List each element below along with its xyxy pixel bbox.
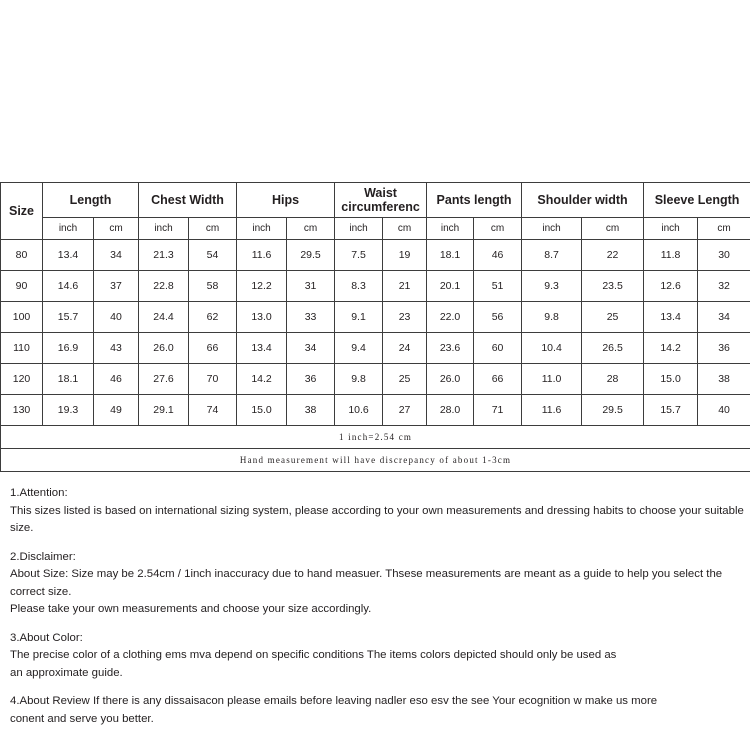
- cell-value: 32: [698, 271, 750, 302]
- inch-cm-conversion-note: 1 inch=2.54 cm: [1, 426, 750, 449]
- cell-value: 62: [189, 302, 237, 333]
- cell-value: 26.0: [139, 333, 189, 364]
- cell-value: 22.0: [427, 302, 474, 333]
- unit-cell: cm: [474, 218, 522, 240]
- cell-value: 29.5: [287, 240, 335, 271]
- color-body-line-1: The precise color of a clothing ems mva depend on specific conditions The items colors depicted should only be used as: [10, 649, 617, 661]
- review-body-line-1: 4.About Review If there is any dissaisacon please emails before leaving nadler eso esv the see Your ecognition w make us more: [10, 695, 658, 707]
- cell-value: 10.4: [522, 333, 582, 364]
- cell-value: 14.2: [237, 364, 287, 395]
- cell-value: 66: [474, 364, 522, 395]
- cell-size: 100: [1, 302, 43, 333]
- cell-value: 9.4: [335, 333, 383, 364]
- attention-body: This sizes listed is based on international sizing system, please according to your own measurements and dressing habits to choose your suitable size.: [10, 504, 744, 534]
- cell-value: 19: [383, 240, 427, 271]
- cell-value: 34: [698, 302, 750, 333]
- table-row: [1, 240, 750, 271]
- cell-value: 70: [189, 364, 237, 395]
- cell-value: 30: [698, 240, 750, 271]
- unit-cell: cm: [383, 218, 427, 240]
- cell-value: 28.0: [427, 395, 474, 426]
- cell-value: 26.0: [427, 364, 474, 395]
- measurement-note-row: [1, 449, 750, 472]
- hand-measurement-note: Hand measurement will have discrepancy of about 1-3cm: [1, 449, 750, 472]
- cell-value: 24: [383, 333, 427, 364]
- unit-cell: inch: [644, 218, 698, 240]
- header-shoulder-width: Shoulder width: [522, 183, 644, 218]
- cell-value: 28: [582, 364, 644, 395]
- cell-value: 56: [474, 302, 522, 333]
- cell-value: 25: [383, 364, 427, 395]
- unit-cell: inch: [237, 218, 287, 240]
- attention-title: 1.Attention:: [10, 487, 68, 499]
- cell-value: 40: [698, 395, 750, 426]
- cell-value: 29.5: [582, 395, 644, 426]
- table-row: [1, 333, 750, 364]
- color-title: 3.About Color:: [10, 631, 83, 644]
- notes-section: [10, 485, 745, 728]
- unit-cell: cm: [189, 218, 237, 240]
- cell-value: 24.4: [139, 302, 189, 333]
- cell-value: 40: [94, 302, 139, 333]
- cell-value: 16.9: [43, 333, 94, 364]
- cell-value: 13.4: [644, 302, 698, 333]
- cell-value: 15.7: [43, 302, 94, 333]
- cell-value: 71: [474, 395, 522, 426]
- cell-value: 11.0: [522, 364, 582, 395]
- cell-value: 26.5: [582, 333, 644, 364]
- cell-value: 66: [189, 333, 237, 364]
- cell-value: 36: [287, 364, 335, 395]
- cell-size: 80: [1, 240, 43, 271]
- cell-value: 27: [383, 395, 427, 426]
- unit-cell: inch: [522, 218, 582, 240]
- unit-cell: cm: [582, 218, 644, 240]
- cell-value: 27.6: [139, 364, 189, 395]
- spacer: [10, 682, 745, 693]
- disclaimer-body-line-1: About Size: Size may be 2.54cm / 1inch inaccuracy due to hand measuer. Thsese measurements are meant as a guide to help you select the correct size.: [10, 568, 723, 598]
- review-body-line-2: conent and serve you better.: [10, 712, 154, 725]
- cell-value: 11.8: [644, 240, 698, 271]
- cell-value: 74: [189, 395, 237, 426]
- cell-size: 120: [1, 364, 43, 395]
- cell-value: 14.2: [644, 333, 698, 364]
- disclaimer-title: 2.Disclaimer:: [10, 550, 76, 563]
- cell-value: 58: [189, 271, 237, 302]
- unit-cell: inch: [335, 218, 383, 240]
- table-row: [1, 364, 750, 395]
- cell-value: 9.8: [522, 302, 582, 333]
- cell-value: 9.3: [522, 271, 582, 302]
- cell-value: 51: [474, 271, 522, 302]
- cell-value: 22: [582, 240, 644, 271]
- header-waist-circumference: Waist circumferenc: [335, 183, 427, 218]
- header-size: Size: [1, 183, 43, 240]
- cell-value: 11.6: [522, 395, 582, 426]
- table-row: [1, 302, 750, 333]
- cell-value: 34: [94, 240, 139, 271]
- cell-value: 54: [189, 240, 237, 271]
- cell-value: 20.1: [427, 271, 474, 302]
- cell-value: 38: [698, 364, 750, 395]
- cell-value: 7.5: [335, 240, 383, 271]
- cell-value: 15.7: [644, 395, 698, 426]
- header-chest-width: Chest Width: [139, 183, 237, 218]
- cell-value: 31: [287, 271, 335, 302]
- cell-value: 46: [94, 364, 139, 395]
- cell-value: 25: [582, 302, 644, 333]
- cell-size: 130: [1, 395, 43, 426]
- header-sleeve-length: Sleeve Length: [644, 183, 750, 218]
- cell-value: 49: [94, 395, 139, 426]
- table-row: [1, 271, 750, 302]
- cell-value: 38: [287, 395, 335, 426]
- cell-value: 19.3: [43, 395, 94, 426]
- cell-value: 18.1: [43, 364, 94, 395]
- cell-value: 34: [287, 333, 335, 364]
- cell-size: 90: [1, 271, 43, 302]
- cell-value: 12.6: [644, 271, 698, 302]
- cell-value: 36: [698, 333, 750, 364]
- size-table-container: [0, 182, 750, 472]
- cell-value: 13.4: [237, 333, 287, 364]
- conversion-note-row: [1, 426, 750, 449]
- cell-value: 13.0: [237, 302, 287, 333]
- cell-value: 15.0: [644, 364, 698, 395]
- cell-value: 60: [474, 333, 522, 364]
- cell-value: 15.0: [237, 395, 287, 426]
- cell-value: 11.6: [237, 240, 287, 271]
- cell-value: 29.1: [139, 395, 189, 426]
- cell-value: 10.6: [335, 395, 383, 426]
- cell-value: 18.1: [427, 240, 474, 271]
- size-table: [0, 182, 750, 472]
- cell-value: 21: [383, 271, 427, 302]
- unit-cell: inch: [43, 218, 94, 240]
- header-pants-length: Pants length: [427, 183, 522, 218]
- cell-value: 21.3: [139, 240, 189, 271]
- table-row: [1, 395, 750, 426]
- cell-value: 8.3: [335, 271, 383, 302]
- table-header-row: [1, 183, 750, 218]
- color-body-line-2: an approximate guide.: [10, 666, 123, 679]
- cell-value: 23: [383, 302, 427, 333]
- spacer: [10, 538, 745, 549]
- cell-value: 9.1: [335, 302, 383, 333]
- cell-value: 12.2: [237, 271, 287, 302]
- cell-value: 23.5: [582, 271, 644, 302]
- header-hips: Hips: [237, 183, 335, 218]
- header-length: Length: [43, 183, 139, 218]
- cell-value: 9.8: [335, 364, 383, 395]
- cell-size: 110: [1, 333, 43, 364]
- unit-cell: cm: [287, 218, 335, 240]
- cell-value: 14.6: [43, 271, 94, 302]
- unit-cell: cm: [94, 218, 139, 240]
- disclaimer-body-line-2: Please take your own measurements and choose your size accordingly.: [10, 603, 372, 615]
- unit-cell: inch: [139, 218, 189, 240]
- table-unit-row: [1, 218, 750, 240]
- spacer: [10, 619, 745, 630]
- cell-value: 23.6: [427, 333, 474, 364]
- cell-value: 13.4: [43, 240, 94, 271]
- cell-value: 43: [94, 333, 139, 364]
- cell-value: 8.7: [522, 240, 582, 271]
- cell-value: 46: [474, 240, 522, 271]
- unit-cell: cm: [698, 218, 750, 240]
- cell-value: 33: [287, 302, 335, 333]
- cell-value: 22.8: [139, 271, 189, 302]
- cell-value: 37: [94, 271, 139, 302]
- unit-cell: inch: [427, 218, 474, 240]
